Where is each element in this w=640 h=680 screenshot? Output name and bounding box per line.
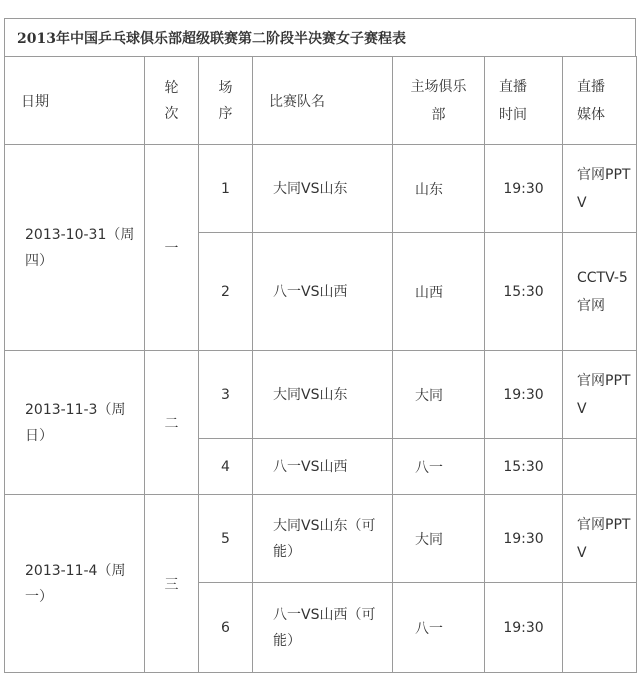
match-cell: 八一VS山西	[253, 439, 393, 495]
round-cell: 二	[145, 351, 199, 495]
seq-cell: 6	[199, 583, 253, 673]
media-text: 官网PPTV	[577, 516, 631, 561]
media-text: CCTV-5官网	[577, 269, 628, 314]
header-media	[563, 57, 637, 145]
media-cell	[563, 583, 637, 673]
table-row	[5, 145, 637, 233]
home-cell: 八一	[393, 583, 485, 673]
header-row	[5, 57, 637, 145]
header-match: 比赛队名	[253, 57, 393, 145]
media-cell	[563, 439, 637, 495]
media-cell	[563, 233, 637, 351]
round-cell: 一	[145, 145, 199, 351]
header-seq-text: 场序	[218, 79, 233, 122]
header-home	[393, 57, 485, 145]
home-cell: 八一	[393, 439, 485, 495]
time-cell: 15:30	[485, 233, 563, 351]
seq-cell: 5	[199, 495, 253, 583]
home-cell: 山东	[393, 145, 485, 233]
time-cell: 15:30	[485, 439, 563, 495]
time-cell: 19:30	[485, 583, 563, 673]
date-cell: 2013-11-4（周一）	[5, 495, 145, 673]
match-cell: 大同VS山东	[253, 145, 393, 233]
header-time-text: 直播时间	[499, 78, 527, 123]
time-cell: 19:30	[485, 495, 563, 583]
header-date: 日期	[5, 57, 145, 145]
match-cell: 八一VS山西（可能）	[253, 583, 393, 673]
header-home-text: 主场俱乐部	[410, 78, 467, 123]
media-cell	[563, 351, 637, 439]
header-round	[145, 57, 199, 145]
match-cell: 大同VS山东（可能）	[253, 495, 393, 583]
header-round-text: 轮次	[164, 79, 179, 122]
date-cell: 2013-11-3（周日）	[5, 351, 145, 495]
table-row	[5, 495, 637, 583]
date-cell: 2013-10-31（周四）	[5, 145, 145, 351]
match-cell: 八一VS山西	[253, 233, 393, 351]
media-cell	[563, 495, 637, 583]
round-cell: 三	[145, 495, 199, 673]
time-cell: 19:30	[485, 145, 563, 233]
media-text: 官网PPTV	[577, 166, 631, 211]
schedule-table	[4, 56, 637, 673]
home-cell: 大同	[393, 495, 485, 583]
home-cell: 山西	[393, 233, 485, 351]
table-row	[5, 351, 637, 439]
table-title: 2013年中国乒乓球俱乐部超级联赛第二阶段半决赛女子赛程表	[4, 18, 636, 56]
seq-cell: 3	[199, 351, 253, 439]
home-cell: 大同	[393, 351, 485, 439]
seq-cell: 4	[199, 439, 253, 495]
schedule-container	[4, 18, 636, 673]
media-cell	[563, 145, 637, 233]
match-cell: 大同VS山东	[253, 351, 393, 439]
header-media-text: 直播媒体	[577, 78, 605, 123]
media-text: 官网PPTV	[577, 372, 631, 417]
seq-cell: 1	[199, 145, 253, 233]
header-time	[485, 57, 563, 145]
time-cell: 19:30	[485, 351, 563, 439]
header-seq	[199, 57, 253, 145]
seq-cell: 2	[199, 233, 253, 351]
